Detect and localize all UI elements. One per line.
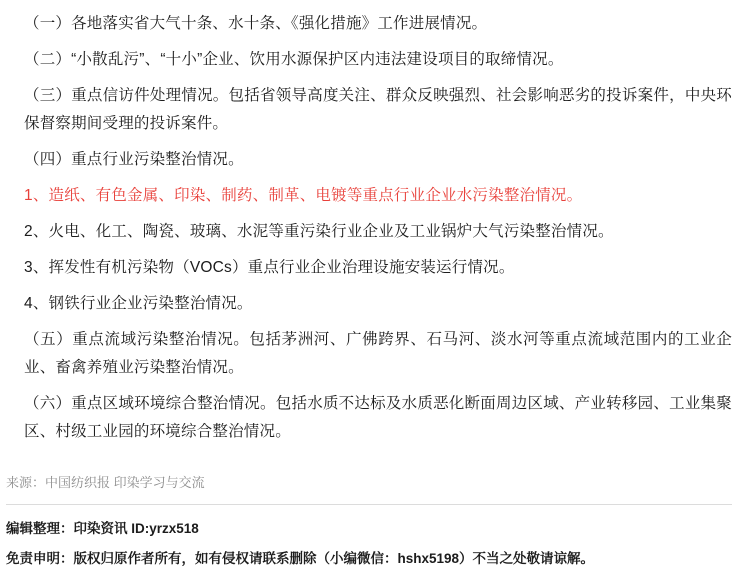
editor-value: 印染资讯 ID:yrzx518 — [73, 521, 199, 536]
editor-row — [6, 517, 732, 541]
paragraph-item-6: （六）重点区域环境综合整治情况。包括水质不达标及水质恶化断面周边区域、产业转移园、工业集聚区、村级工业园的环境综合整治情况。 — [24, 395, 732, 440]
paragraph-sub-3: 3、挥发性有机污染物（VOCs）重点行业企业治理设施安装运行情况。 — [24, 259, 515, 276]
paragraph-item-5: （五）重点流域污染整治情况。包括茅洲河、广佛跨界、石马河、淡水河等重点流域范围内的工业企业、畜禽养殖业污染整治情况。 — [24, 331, 732, 376]
paragraph-item-1: （一）各地落实省大气十条、水十条、《强化措施》工作进展情况。 — [24, 15, 488, 32]
editor-label: 编辑整理： — [6, 521, 74, 536]
paragraph-item-3: （三）重点信访件处理情况。包括省领导高度关注、群众反映强烈、社会影响恶劣的投诉案件，中央环保督察期间受理的投诉案件。 — [24, 87, 732, 132]
disclaimer-row — [6, 547, 732, 571]
footer-divider — [6, 504, 732, 505]
footer-block — [6, 517, 732, 571]
paragraph-item-2: （二）“小散乱污”、“十小”企业、饮用水源保护区内违法建设项目的取缔情况。 — [24, 51, 564, 68]
paragraph-item-4: （四）重点行业污染整治情况。 — [24, 151, 244, 168]
disclaimer-text: 版权归原作者所有，如有侵权请联系删除（小编微信：hshx5198）不当之处敬请谅解。 — [73, 551, 595, 566]
paragraph-sub-1: 1、造纸、有色金属、印染、制药、制革、电镀等重点行业企业水污染整治情况。 — [24, 187, 583, 204]
paragraph-sub-4: 4、钢铁行业企业污染整治情况。 — [24, 295, 253, 312]
paragraph-sub-2: 2、火电、化工、陶瓷、玻璃、水泥等重污染行业企业及工业锅炉大气污染整治情况。 — [24, 223, 614, 240]
disclaimer-label: 免责申明： — [6, 551, 74, 566]
source-line: 来源：中国纺织报 印染学习与交流 — [6, 475, 205, 490]
